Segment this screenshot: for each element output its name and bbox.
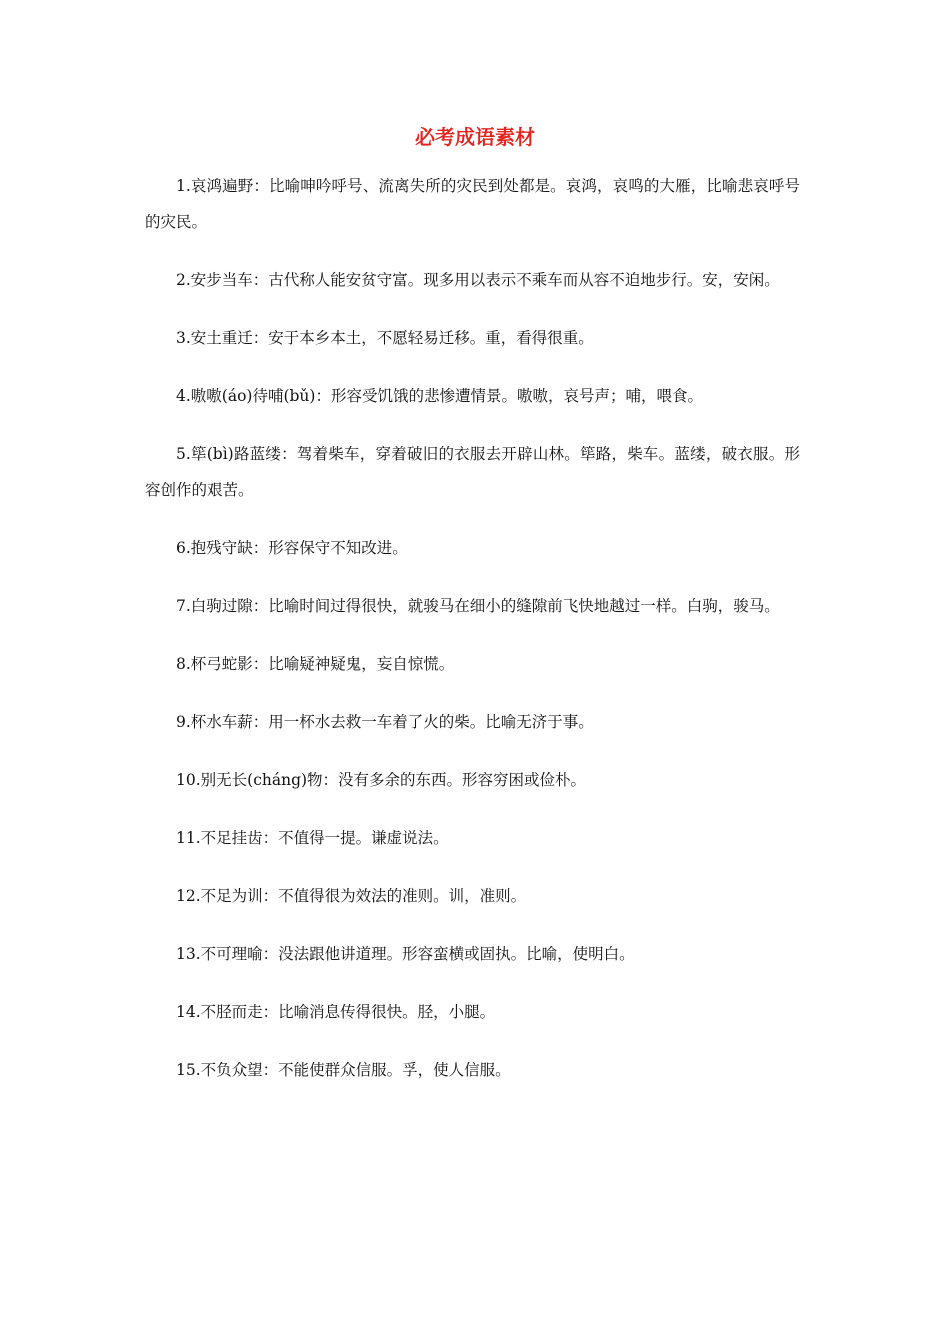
idiom-entry-4: 4.嗷嗷(áo)待哺(bǔ)：形容受饥饿的悲惨遭情景。嗷嗷，哀号声；哺，喂食。 xyxy=(176,387,703,405)
idiom-entry-10: 10.别无长(cháng)物：没有多余的东西。形容穷困或俭朴。 xyxy=(176,771,587,789)
idiom-entry-13: 13.不可理喻：没法跟他讲道理。形容蛮横或固执。比喻，使明白。 xyxy=(176,945,635,963)
idiom-entry-7: 7.白驹过隙：比喻时间过得很快，就骏马在细小的缝隙前飞快地越过一样。白驹，骏马。 xyxy=(176,597,780,615)
idiom-entry-14: 14.不胫而走：比喻消息传得很快。胫，小腿。 xyxy=(176,1003,496,1021)
idiom-entry-12: 12.不足为训：不值得很为效法的准则。训，准则。 xyxy=(176,887,527,905)
document-title: 必考成语素材 xyxy=(415,125,535,149)
idiom-entry-11: 11.不足挂齿：不值得一提。谦虚说法。 xyxy=(176,829,449,847)
idiom-entry-9: 9.杯水车薪：用一杯水去救一车着了火的柴。比喻无济于事。 xyxy=(176,713,594,731)
idiom-entry-15: 15.不负众望：不能使群众信服。孚，使人信服。 xyxy=(176,1061,511,1079)
idiom-entry-8: 8.杯弓蛇影：比喻疑神疑鬼，妄自惊慌。 xyxy=(176,655,455,673)
idiom-entry-6: 6.抱残守缺：形容保守不知改进。 xyxy=(176,539,408,557)
idiom-entry-3: 3.安土重迁：安于本乡本土，不愿轻易迁移。重，看得很重。 xyxy=(176,329,594,347)
idiom-entry-1: 1.哀鸿遍野：比喻呻吟呼号、流离失所的灾民到处都是。哀鸿，哀鸣的大雁，比喻悲哀呼号的灾民。 xyxy=(145,177,800,231)
idiom-list xyxy=(145,168,800,1110)
idiom-entry-5: 5.筚(bì)路蓝缕：驾着柴车，穿着破旧的衣服去开辟山林。筚路，柴车。蓝缕，破衣服。形容创作的艰苦。 xyxy=(145,445,800,499)
idiom-entry-2: 2.安步当车：古代称人能安贫守富。现多用以表示不乘车而从容不迫地步行。安，安闲。 xyxy=(176,271,780,289)
